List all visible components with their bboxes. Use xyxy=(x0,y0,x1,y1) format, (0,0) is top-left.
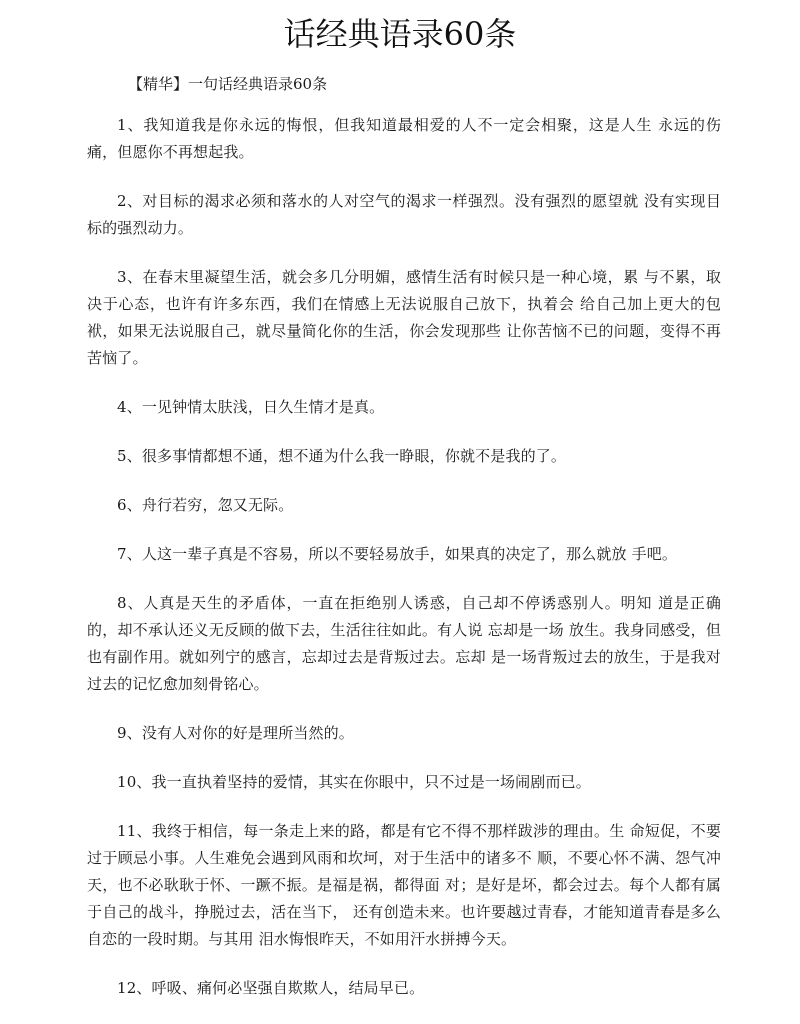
paragraph-10: 10、我一直执着坚持的爱情，其实在你眼中，只不过是一场闹剧而已。 xyxy=(117,773,591,791)
paragraph-7: 7、人这一辈子真是不容易，所以不要轻易放手，如果真的决定了，那么就放 手吧。 xyxy=(117,545,678,563)
document-body xyxy=(87,112,721,1024)
paragraph-11: 11、我终于相信，每一条走上来的路，都是有它不得不那样跋涉的理由。生 命短促，不要过于顾忌小事。人生难免会遇到风雨和坎坷，对于生活中的诸多不 顺，不要心怀不满、怨气冲天，也不必耿耿于怀、一蹶不振。是福是祸，都得面 对；是好是坏，都会过去。每个人都有属于自己的战斗，挣脱过去，活在当下， 还有创造未来。也许要越过青春，才能知道青春是多么自恋的一段时期。与其用 泪水悔恨昨天，不如用汗水拼搏今天。 xyxy=(87,822,721,948)
paragraph-4: 4、一见钟情太肤浅，日久生情才是真。 xyxy=(117,398,385,416)
paragraph-1: 1、我知道我是你永远的悔恨，但我知道最相爱的人不一定会相聚，这是人生 永远的伤痛，但愿你不再想起我。 xyxy=(87,116,721,161)
document-subtitle: 【精华】一句话经典语录60条 xyxy=(128,75,328,93)
paragraph-8: 8、人真是天生的矛盾体，一直在拒绝别人诱惑，自己却不停诱惑别人。明知 道是正确的，却不承认还义无反顾的做下去，生活往往如此。有人说 忘却是一场 放生。我身同感受，但也有副作用。就如列宁的感言，忘却过去是背叛过去。忘却 是一场背叛过去的放生，于是我对过去的记忆愈加刻骨铭心。 xyxy=(87,594,721,693)
paragraph-12: 12、呼吸、痛何必坚强自欺欺人，结局早已。 xyxy=(117,979,425,997)
paragraph-3: 3、在春末里凝望生活，就会多几分明媚，感情生活有时候只是一种心境，累 与不累，取决于心态，也许有许多东西，我们在情感上无法说服自己放下，执着会 给自己加上更大的包袱，如果无法说服自己，就尽量简化你的生活，你会发现那些 让你苦恼不已的问题，变得不再苦恼了。 xyxy=(87,268,721,367)
paragraph-2: 2、对目标的渴求必须和落水的人对空气的渴求一样强烈。没有强烈的愿望就 没有实现目标的强烈动力。 xyxy=(87,192,721,237)
paragraph-9: 9、没有人对你的好是理所当然的。 xyxy=(117,724,354,742)
paragraph-5: 5、很多事情都想不通，想不通为什么我一睁眼，你就不是我的了。 xyxy=(117,447,567,465)
paragraph-6: 6、舟行若穷，忽又无际。 xyxy=(117,496,294,514)
page-title: 话经典语录60条 xyxy=(283,15,517,53)
